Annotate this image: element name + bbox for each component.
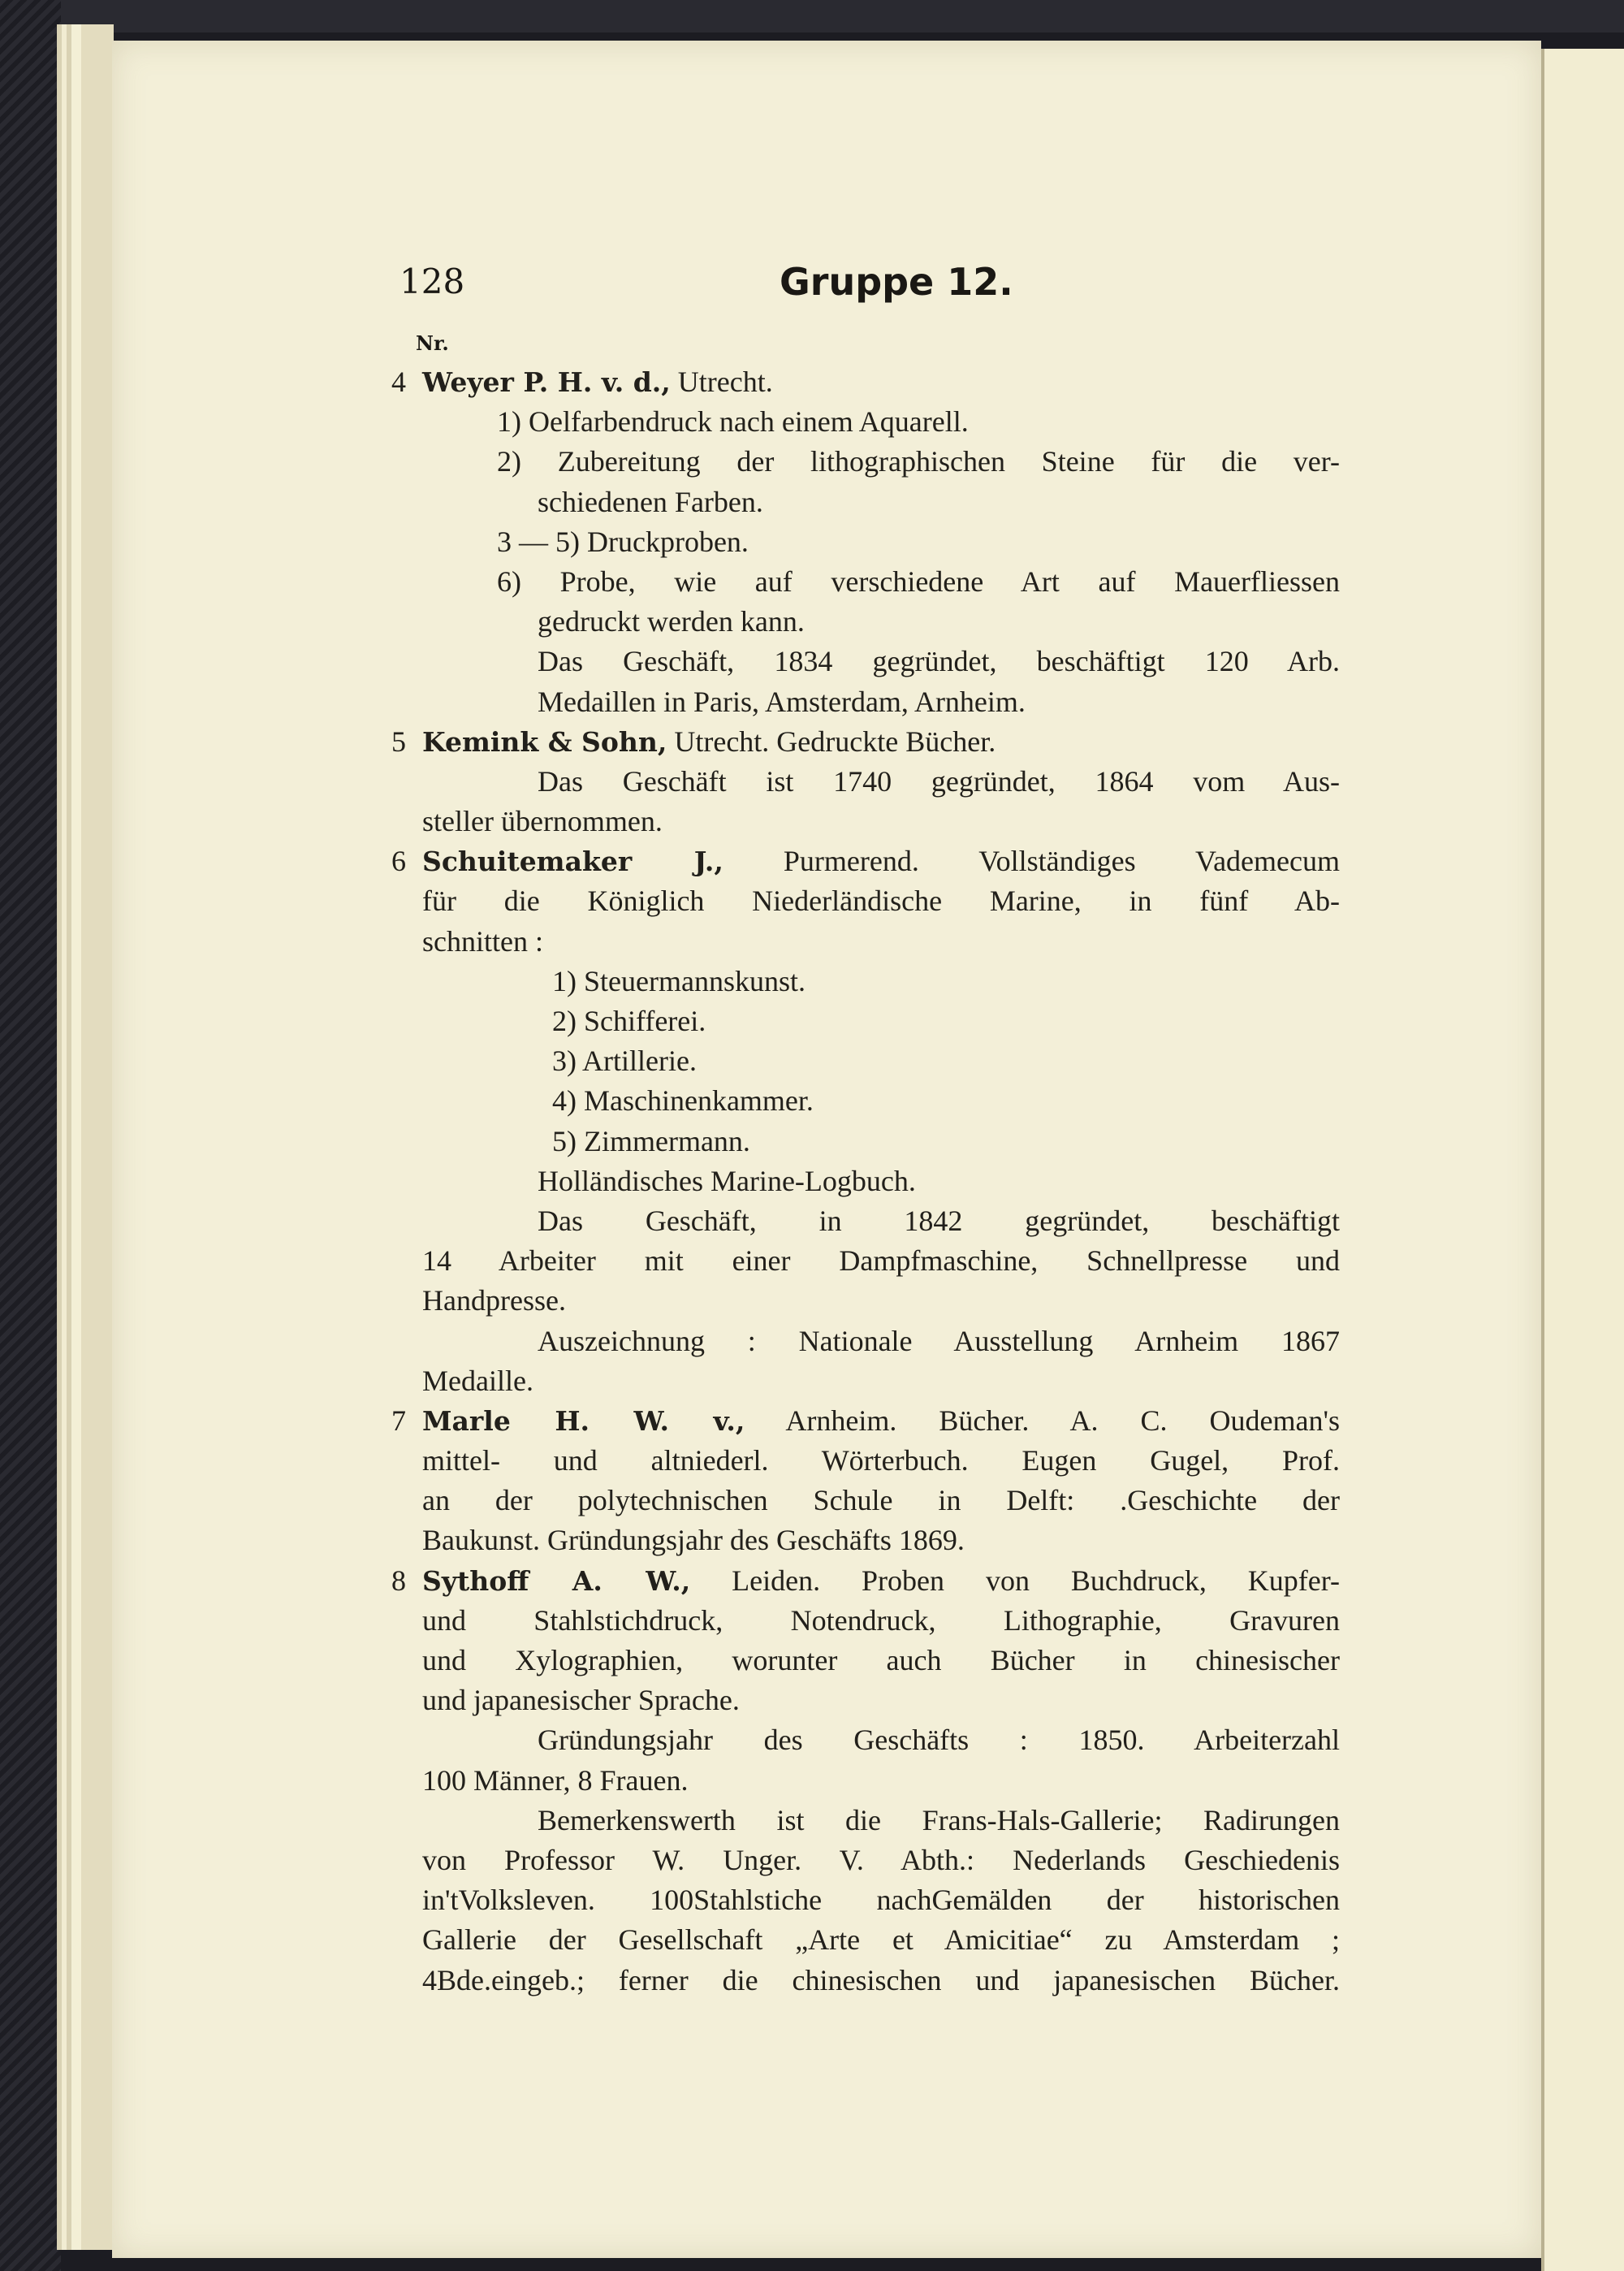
text-line: für die Königlich Niederländische Marine, in fünf Ab-: [422, 885, 1340, 918]
text-line: 100 Männer, 8 Frauen.: [422, 1763, 689, 1797]
text-line: Handpresse.: [422, 1284, 566, 1317]
text-line: und japanesischer Sprache.: [422, 1684, 740, 1717]
text-line: 2) Zubereitung der lithographischen Steine für die ver-: [497, 445, 1340, 478]
exhibitor-name: Marle H. W. v.,: [422, 1404, 745, 1437]
text-line: 1) Oelfarbendruck nach einem Aquarell.: [497, 405, 969, 439]
list-item: 5) Zimmermann.: [552, 1124, 750, 1157]
text-line: schiedenen Farben.: [538, 485, 763, 518]
text-line: Gallerie der Gesellschaft „Arte et Amicitiae“ zu Amsterdam ;: [422, 1923, 1340, 1957]
page-stack-edge: [57, 24, 114, 2250]
exhibitor-name: Kemink & Sohn,: [422, 725, 667, 758]
facing-page-edge: [1541, 49, 1624, 2271]
entry-6-heading: [391, 841, 1340, 881]
entry-text: Utrecht.: [670, 366, 773, 398]
text-line: 3 — 5) Druckproben.: [497, 525, 749, 558]
text-line: gedruckt werden kann.: [538, 605, 805, 638]
page-body: [391, 362, 1340, 2001]
entry-number: 8: [391, 1564, 406, 1597]
list-item: 2) Schifferei.: [552, 1005, 706, 1037]
text-line: Auszeichnung : Nationale Ausstellung Arnheim 1867: [538, 1324, 1340, 1357]
text-line: steller übernommen.: [422, 805, 663, 838]
text-line: Medaille.: [422, 1364, 533, 1397]
text-line: schnitten :: [422, 924, 543, 958]
text-line: von Professor W. Unger. V. Abth.: Nederlands Geschiedenis: [422, 1843, 1340, 1876]
entry-7-heading: [391, 1401, 1340, 1441]
text-line: Das Geschäft ist 1740 gegründet, 1864 vom Aus-: [538, 764, 1340, 798]
entry-number: 5: [391, 725, 406, 758]
entry-5-heading: [391, 722, 1340, 762]
entry-number: 6: [391, 845, 406, 878]
entry-text: Purmerend. Vollständiges Vademecum: [723, 845, 1340, 878]
text-line: mittel- und altniederl. Wörterbuch. Eugen Gugel, Prof.: [422, 1444, 1340, 1477]
text-line: und Stahlstichdruck, Notendruck, Lithographie, Gravuren: [422, 1603, 1340, 1637]
scan-background-top: [0, 0, 1624, 32]
entry-text: Utrecht. Gedruckte Bücher.: [667, 725, 996, 758]
entry-number: 7: [391, 1404, 406, 1437]
entry-text: Arnheim. Bücher. A. C. Oudeman's: [745, 1404, 1340, 1437]
exhibitor-name: Weyer P. H. v. d.,: [422, 366, 671, 398]
entry-text: Leiden. Proben von Buchdruck, Kupfer-: [690, 1564, 1340, 1597]
text-line: an der polytechnischen Schule in Delft: .Geschichte der: [422, 1484, 1340, 1517]
nr-column-label: Nr.: [416, 331, 449, 355]
book-cover-binding: [0, 0, 61, 2271]
text-line: 6) Probe, wie auf verschiedene Art auf Mauerfliessen: [497, 565, 1340, 598]
text-line: und Xylographien, worunter auch Bücher in chinesischer: [422, 1644, 1340, 1676]
exhibitor-name: Sythoff A. W.,: [422, 1564, 691, 1597]
entry-4-heading: [391, 362, 1340, 402]
list-item: 1) Steuermannskunst.: [552, 964, 806, 997]
running-title: Gruppe 12.: [780, 260, 1013, 304]
page-header: [400, 262, 1341, 310]
list-item: 4) Maschinenkammer.: [552, 1084, 814, 1118]
text-line: in'tVolksleven. 100Stahlstiche nachGemälden der historischen: [422, 1884, 1340, 1917]
page-number: 128: [400, 262, 465, 301]
text-line: Das Geschäft, in 1842 gegründet, beschäftigt: [538, 1204, 1340, 1237]
text-line: Medaillen in Paris, Amsterdam, Arnheim.: [538, 685, 1026, 718]
text-line: 14 Arbeiter mit einer Dampfmaschine, Schnellpresse und: [422, 1244, 1340, 1278]
text-line: Das Geschäft, 1834 gegründet, beschäftigt 120 Arb.: [538, 645, 1340, 678]
text-line: Holländisches Marine-Logbuch.: [538, 1164, 916, 1197]
entry-8-heading: [391, 1561, 1340, 1601]
text-line: Gründungsjahr des Geschäfts : 1850. Arbeiterzahl: [538, 1724, 1340, 1757]
list-item: 3) Artillerie.: [552, 1045, 697, 1078]
text-line: 4Bde.eingeb.; ferner die chinesischen und japanesischen Bücher.: [422, 1963, 1340, 1996]
exhibitor-name: Schuitemaker J.,: [422, 846, 723, 878]
text-line: Baukunst. Gründungsjahr des Geschäfts 1869.: [422, 1524, 965, 1557]
text-line: Bemerkenswerth ist die Frans-Hals-Gallerie; Radirungen: [538, 1803, 1340, 1836]
entry-number: 4: [391, 366, 406, 398]
